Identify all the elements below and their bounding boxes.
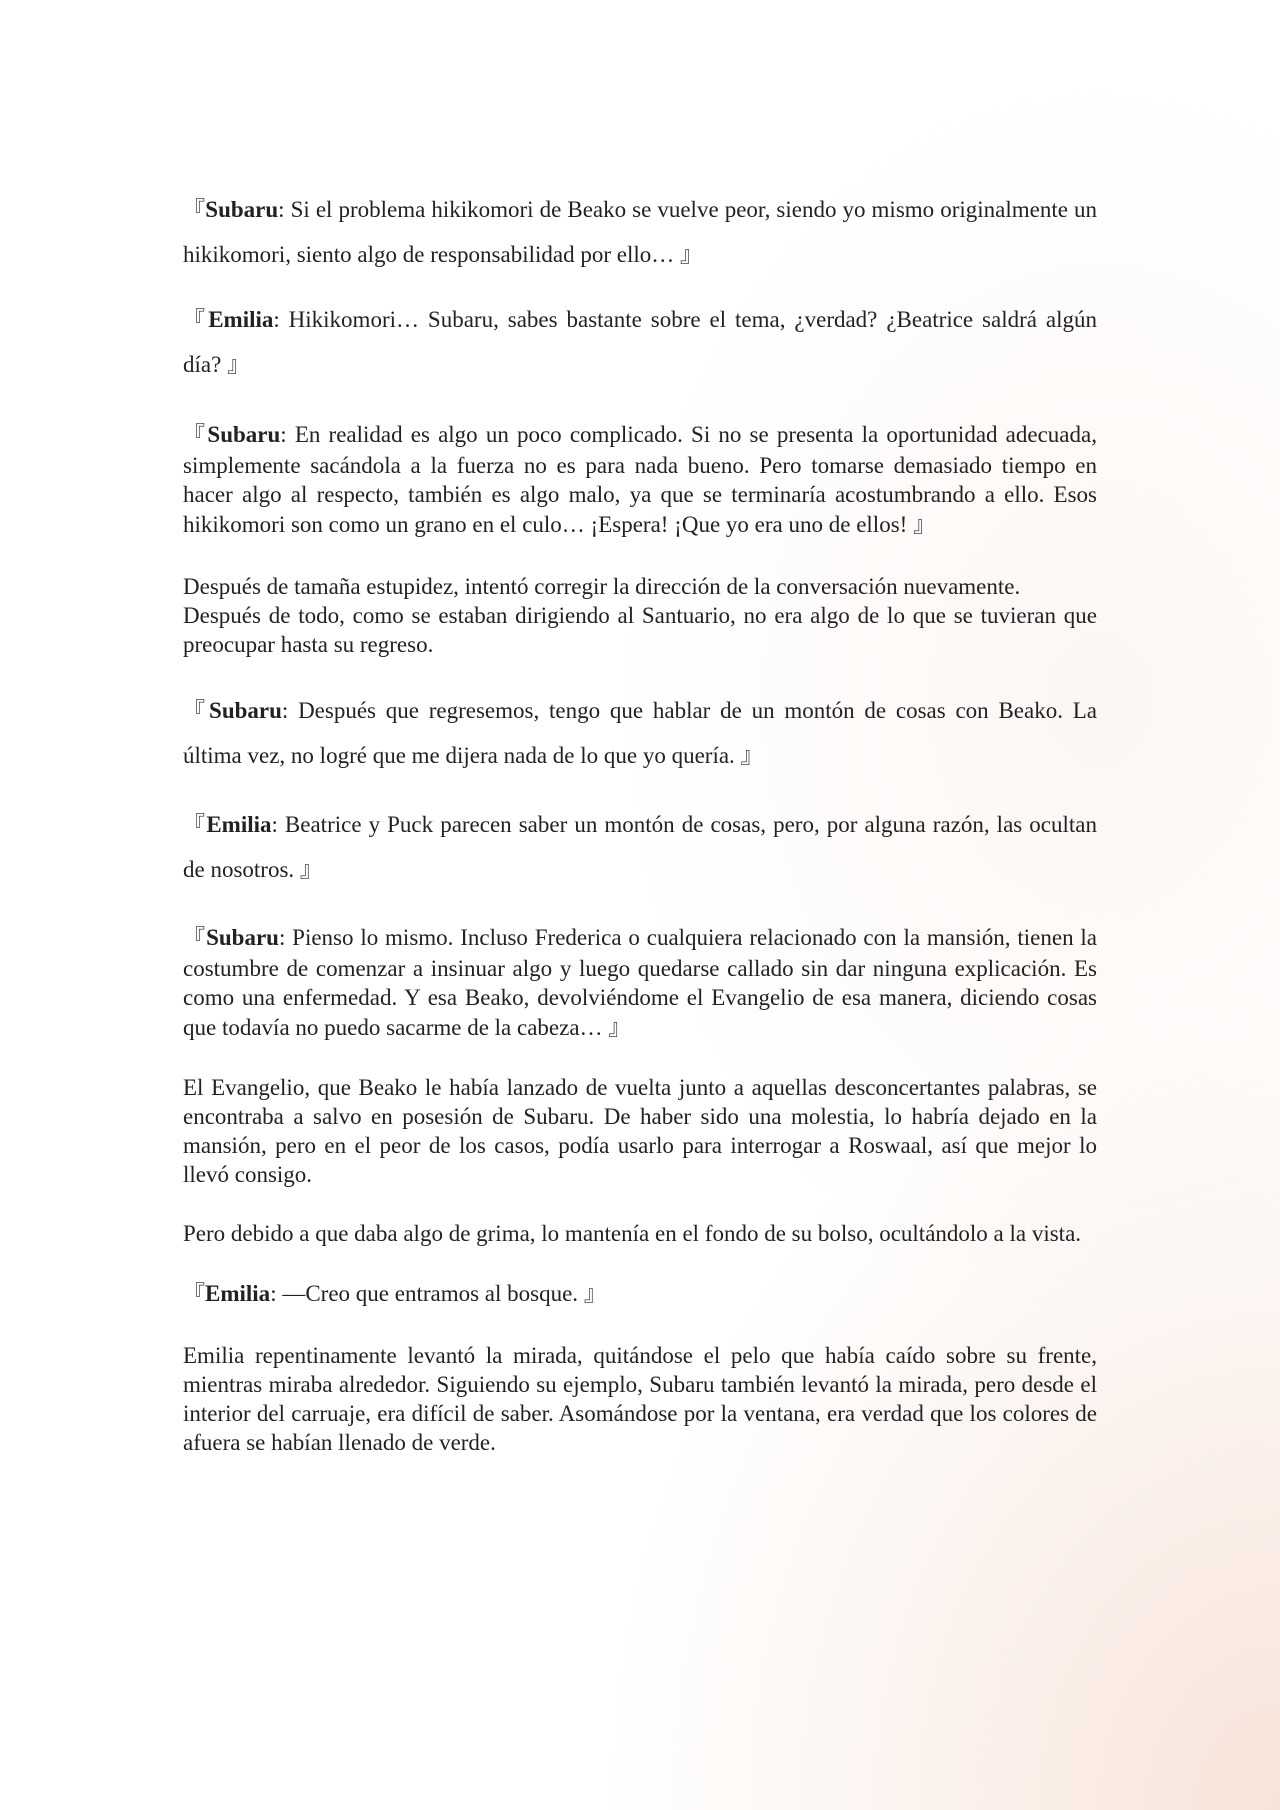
narration-paragraph: Después de todo, como se estaban dirigiendo al Santuario, no era algo de lo que se tuvieran que preocupar hasta su regreso. [183,603,1097,657]
dialogue-emilia-2 [183,803,1097,893]
narration-2 [183,1073,1097,1189]
narration-1 [183,572,1097,659]
close-bracket: 』 [740,744,763,769]
dialogue-text: : —Creo que entramos al bosque. [270,1281,584,1306]
close-bracket: 』 [608,1015,631,1041]
dialogue-subaru-2 [183,420,1097,540]
dialogue-text: : En realidad es algo un poco complicado. Si no se presenta la oportunidad adecuada, simplemente sacándola a la fuerza no es para nada bueno. Pero tomarse demasiado tiempo en hacer algo al respecto, también es algo malo, ya que se terminaría acostumbrando a ello. Esos hikikomori son como un grano en el culo… ¡Espera! ¡Que yo era uno de ellos! [183,422,1097,537]
dialogue-emilia-3 [183,1272,1097,1317]
speaker-name: Subaru [206,925,279,950]
dialogue-text: : Después que regresemos, tengo que hablar de un montón de cosas con Beako. La última vez, no logré que me dijera nada de lo que yo quería. [183,698,1097,768]
narration-paragraph: Emilia repentinamente levantó la mirada, quitándose el pelo que había caído sobre su frente, mientras miraba alrededor. Siguiendo su ejemplo, Subaru también levantó la mirada, pero desde el interior del carruaje, era difícil de saber. Asomándose por la ventana, era verdad que los colores de afuera se habían llenado de verde. [183,1343,1097,1455]
dialogue-text: : Hikikomori… Subaru, sabes bastante sobre el tema, ¿verdad? ¿Beatrice saldrá algún día? [183,307,1097,377]
open-bracket: 『 [183,813,207,838]
dialogue-emilia-1 [183,298,1097,388]
open-bracket: 『 [183,198,206,223]
document-body [183,188,1097,1457]
speaker-name: Emilia [208,307,274,332]
open-bracket: 『 [183,308,209,333]
speaker-name: Emilia [206,812,272,837]
open-bracket: 『 [183,926,207,951]
close-bracket: 』 [299,858,322,883]
narration-paragraph: El Evangelio, que Beako le había lanzado de vuelta junto a aquellas desconcertantes palabras, se encontraba a salvo en posesión de Subaru. De haber sido una molestia, lo habría dejado en la mansión, pero en el peor de los casos, podía usarlo para interrogar a Roswaal, así que mejor lo llevó consigo. [183,1075,1097,1187]
close-bracket: 』 [583,1282,606,1307]
speaker-name: Subaru [207,422,281,447]
open-bracket: 『 [183,699,210,724]
narration-3 [183,1219,1097,1248]
dialogue-subaru-4 [183,923,1097,1043]
narration-paragraph: Después de tamaña estupidez, intentó corregir la dirección de la conversación nuevamente. [183,574,1021,599]
speaker-name: Subaru [209,698,282,723]
speaker-name: Subaru [205,197,279,222]
close-bracket: 』 [913,512,936,538]
open-bracket: 『 [183,1282,206,1307]
close-bracket: 』 [227,353,250,378]
dialogue-text: : Pienso lo mismo. Incluso Frederica o cualquiera relacionado con la mansión, tienen la costumbre de comenzar a insinuar algo y luego quedarse callado sin dar ninguna explicación. Es como una enfermedad. Y esa Beako, devolviéndome el Evangelio de esa manera, diciendo cosas que todavía no puedo sacarme de la cabeza… [183,925,1097,1040]
open-bracket: 『 [183,423,208,448]
speaker-name: Emilia [205,1281,271,1306]
dialogue-subaru-3 [183,689,1097,779]
dialogue-text: : Beatrice y Puck parecen saber un montón de cosas, pero, por alguna razón, las ocultan de nosotros. [183,812,1097,882]
close-bracket: 』 [679,243,702,268]
dialogue-text: : Si el problema hikikomori de Beako se vuelve peor, siendo yo mismo originalmente un hikikomori, siento algo de responsabilidad por ello… [183,197,1097,267]
narration-paragraph: Pero debido a que daba algo de grima, lo mantenía en el fondo de su bolso, ocultándolo a la vista. [183,1221,1082,1246]
narration-4 [183,1341,1097,1457]
dialogue-subaru-1 [183,188,1097,278]
